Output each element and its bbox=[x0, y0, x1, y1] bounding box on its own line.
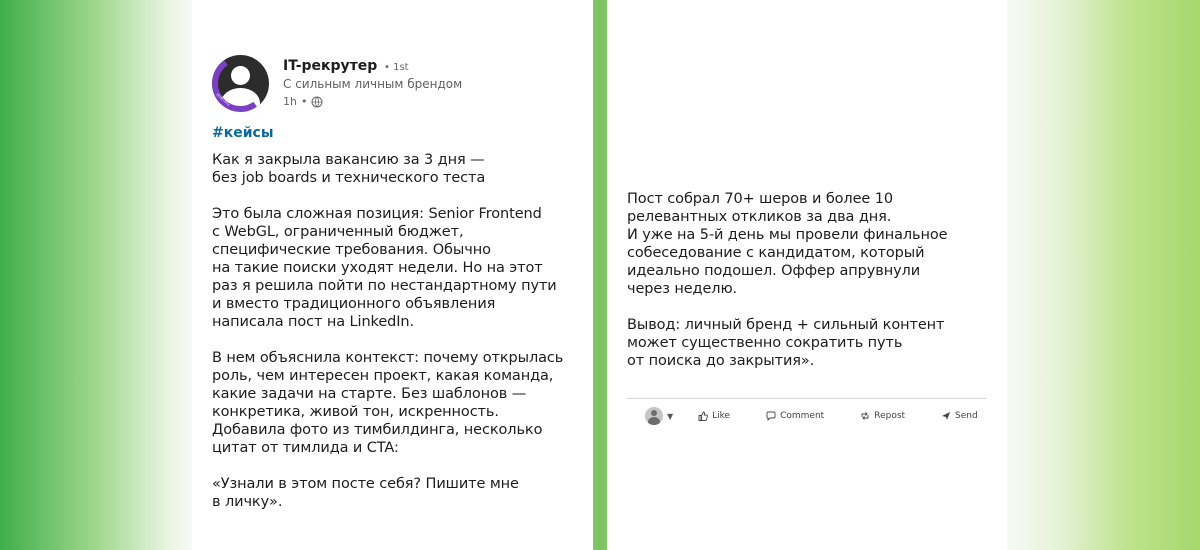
post-card-left bbox=[192, 0, 593, 550]
actions-divider bbox=[627, 398, 987, 399]
post-text-part2: Пост собрал 70+ шеров и более 10 релевантных откликов за два дня. И уже на 5-й день мы провели финальное собеседование с кандидатом, который идеально подошел. Оффер апрувнули через неделю. Вывод: личный бренд + сильный контент может существенно сократить путь от поиска до закрытия». bbox=[627, 191, 948, 369]
reaction-identity-selector[interactable] bbox=[645, 407, 673, 425]
thumbs-up-icon bbox=[698, 411, 708, 421]
comment-button[interactable] bbox=[766, 411, 824, 421]
send-label: Send bbox=[955, 411, 978, 421]
like-label: Like bbox=[712, 411, 731, 421]
author-name[interactable]: IT-рекрутер bbox=[283, 58, 378, 74]
comment-icon bbox=[766, 411, 776, 421]
repost-icon bbox=[860, 411, 870, 421]
connection-degree: • 1st bbox=[384, 62, 409, 73]
repost-label: Repost bbox=[874, 411, 906, 421]
post-card-right bbox=[607, 0, 1007, 550]
social-actions-bar bbox=[627, 405, 987, 427]
send-icon bbox=[941, 411, 951, 421]
hiring-ring bbox=[212, 55, 269, 112]
hiring-badge-text: HIRING bbox=[215, 92, 232, 107]
post-time: 1h bbox=[283, 95, 297, 108]
user-avatar-icon bbox=[645, 407, 663, 425]
like-button[interactable] bbox=[698, 411, 730, 421]
globe-icon bbox=[311, 96, 323, 108]
author-avatar[interactable] bbox=[212, 55, 269, 112]
post-text-part1: Как я закрыла вакансию за 3 дня — без job boards и технического теста Это была сложная позиция: Senior Frontend с WebGL, ограниченный бюджет, специфические требования. Обычно на такие поиски уходят недели. Но на этот раз я решила пойти по нестандартному пути и вместо традиционного объявления написала пост на LinkedIn. В нем объяснила контекст: почему открылась роль, чем интересен проект, какая команда, какие задачи на старте. Без шаблонов — конкретика, живой тон, искренность. Добавила фото из тимбилдинга, несколько цитат от тимлида и CTA: «Узнали в этом посте себя? Пишите мне в личку». bbox=[212, 152, 564, 510]
hashtag-link[interactable]: #кейсы bbox=[212, 125, 274, 141]
repost-button[interactable] bbox=[860, 411, 905, 421]
comment-label: Comment bbox=[780, 411, 825, 421]
post-meta bbox=[283, 95, 323, 108]
send-button[interactable] bbox=[941, 411, 978, 421]
author-headline: С сильным личным брендом bbox=[283, 77, 463, 91]
chevron-down-icon: ▼ bbox=[667, 411, 674, 421]
meta-separator: • bbox=[300, 95, 308, 108]
